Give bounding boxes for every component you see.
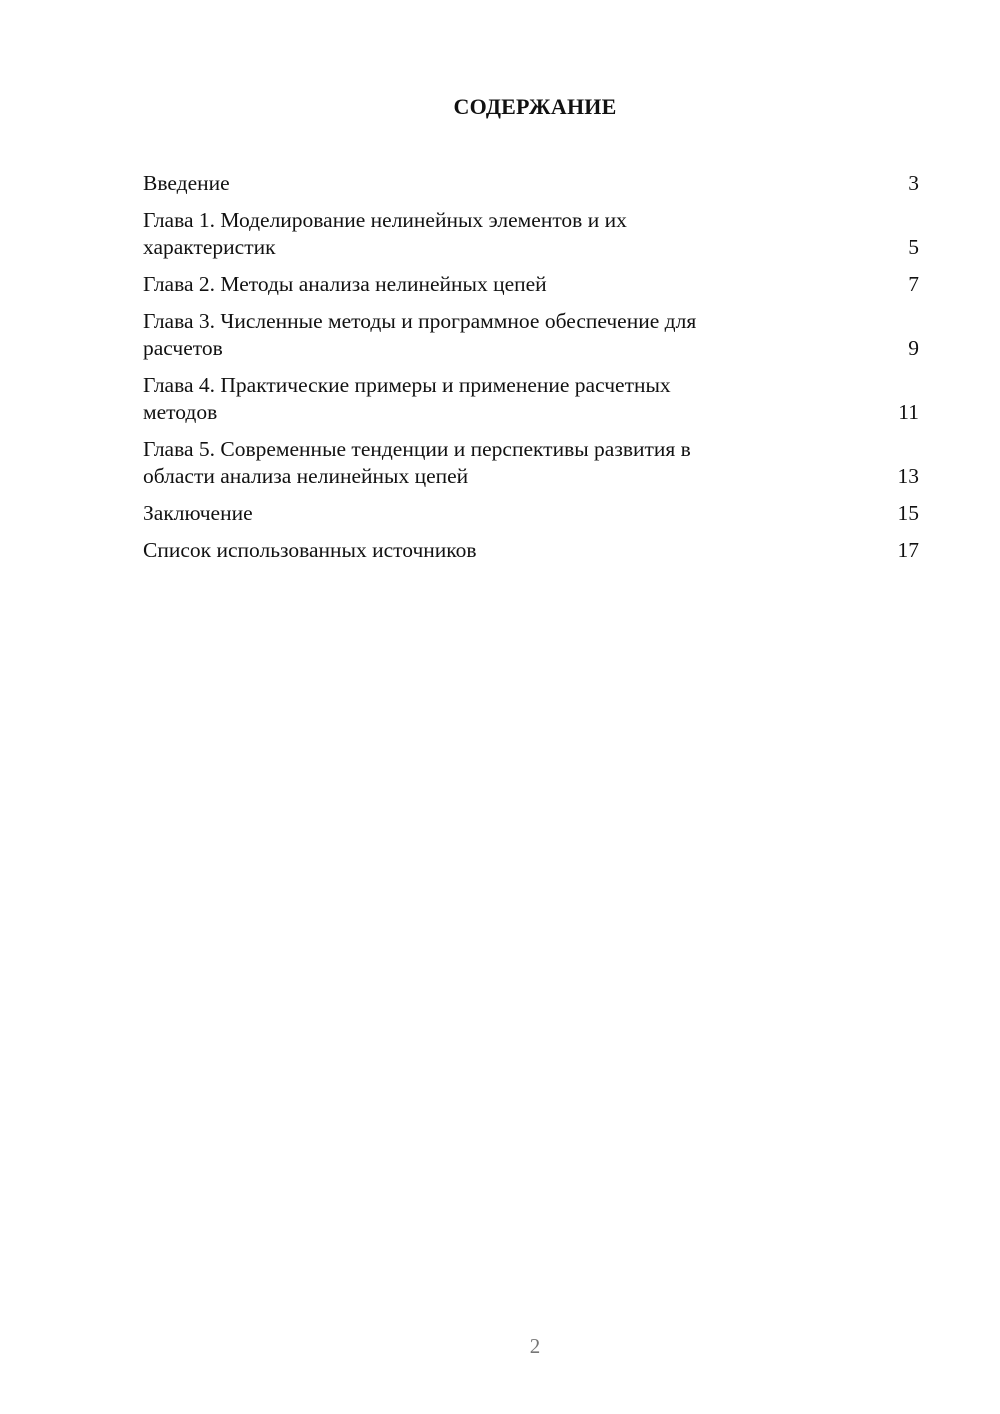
toc-entry-title-line: области анализа нелинейных цепей [143, 464, 469, 488]
page-title: СОДЕРЖАНИЕ [453, 94, 617, 119]
toc-entry-title-line: Введение [143, 171, 230, 195]
toc-entry [143, 271, 919, 298]
toc-entry [143, 170, 919, 197]
toc-entry-title [143, 500, 919, 527]
toc-entry [143, 207, 919, 261]
toc-entry [143, 372, 919, 426]
toc-entry-title-line: методов [143, 400, 218, 424]
toc-entry-page: 5 [908, 235, 919, 259]
toc-entry-page: 9 [908, 336, 919, 360]
toc-entry-title [143, 170, 919, 197]
toc-entry [143, 500, 919, 527]
toc-entry-page: 15 [897, 501, 919, 525]
toc-entry-title [143, 207, 919, 261]
page-number: 2 [529, 1334, 541, 1358]
toc-entry-title-line: Глава 2. Методы анализа нелинейных цепей [143, 272, 547, 296]
toc-entry [143, 308, 919, 362]
toc-entry-page: 13 [897, 464, 919, 488]
toc-entry-title-line: расчетов [143, 336, 223, 360]
toc-entry-title [143, 308, 919, 362]
toc-entry-title-line: Список использованных источников [143, 538, 477, 562]
toc-entry [143, 537, 919, 564]
toc-entry-title-line: характеристик [143, 235, 276, 259]
toc-entry-title-line: Глава 5. Современные тенденции и перспективы развития в [143, 437, 691, 461]
toc-entry-title [143, 372, 919, 426]
toc-entry [143, 436, 919, 490]
toc-entry-title-line: Глава 4. Практические примеры и применение расчетных [143, 373, 671, 397]
toc-entry-title [143, 436, 919, 490]
table-of-contents [143, 170, 919, 574]
toc-entry-page: 11 [898, 400, 919, 424]
toc-entry-page: 7 [908, 272, 919, 296]
toc-entry-title [143, 537, 919, 564]
toc-entry-page: 17 [897, 538, 919, 562]
toc-entry-title-line: Глава 3. Численные методы и программное обеспечение для [143, 309, 697, 333]
toc-entry-page: 3 [908, 171, 919, 195]
toc-entry-title-line: Заключение [143, 501, 253, 525]
toc-entry-title [143, 271, 919, 298]
toc-entry-title-line: Глава 1. Моделирование нелинейных элементов и их [143, 208, 627, 232]
